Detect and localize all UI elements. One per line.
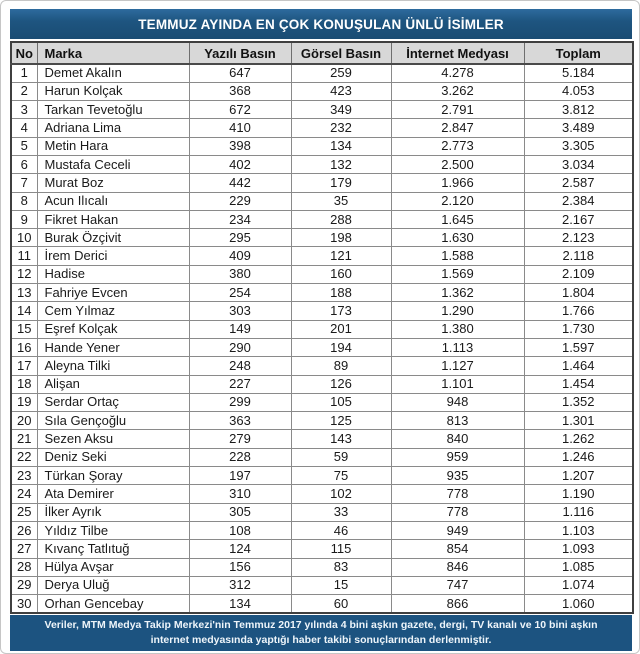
press-visual-cell: 194 xyxy=(291,338,391,356)
press-written-cell: 228 xyxy=(189,448,291,466)
press-written-cell: 672 xyxy=(189,101,291,119)
press-visual-cell: 102 xyxy=(291,485,391,503)
press-visual-cell: 60 xyxy=(291,595,391,613)
internet-media-cell: 2.847 xyxy=(391,119,524,137)
rank-cell: 4 xyxy=(11,119,37,137)
internet-media-cell: 3.262 xyxy=(391,82,524,100)
total-cell: 1.246 xyxy=(524,448,633,466)
rank-cell: 11 xyxy=(11,247,37,265)
name-cell: Cem Yılmaz xyxy=(37,302,189,320)
internet-media-cell: 1.630 xyxy=(391,229,524,247)
press-visual-cell: 179 xyxy=(291,174,391,192)
name-cell: Hande Yener xyxy=(37,338,189,356)
internet-media-cell: 778 xyxy=(391,485,524,503)
press-visual-cell: 173 xyxy=(291,302,391,320)
total-cell: 1.464 xyxy=(524,357,633,375)
source-note-band xyxy=(10,615,632,651)
rank-cell: 29 xyxy=(11,576,37,594)
col-header-gorsel-basin: Görsel Basın xyxy=(291,42,391,64)
internet-media-cell: 747 xyxy=(391,576,524,594)
press-visual-cell: 160 xyxy=(291,265,391,283)
total-cell: 4.053 xyxy=(524,82,633,100)
table-row xyxy=(11,430,633,448)
name-cell: Yıldız Tilbe xyxy=(37,521,189,539)
table-row xyxy=(11,119,633,137)
press-visual-cell: 83 xyxy=(291,558,391,576)
table-row xyxy=(11,393,633,411)
name-cell: İrem Derici xyxy=(37,247,189,265)
rank-cell: 20 xyxy=(11,412,37,430)
total-cell: 1.766 xyxy=(524,302,633,320)
total-cell: 3.034 xyxy=(524,155,633,173)
press-visual-cell: 132 xyxy=(291,155,391,173)
table-row xyxy=(11,576,633,594)
press-written-cell: 197 xyxy=(189,467,291,485)
rank-cell: 30 xyxy=(11,595,37,613)
table-row xyxy=(11,155,633,173)
internet-media-cell: 1.101 xyxy=(391,375,524,393)
press-visual-cell: 59 xyxy=(291,448,391,466)
internet-media-cell: 959 xyxy=(391,448,524,466)
name-cell: Deniz Seki xyxy=(37,448,189,466)
col-header-no: No xyxy=(11,42,37,64)
press-written-cell: 295 xyxy=(189,229,291,247)
press-written-cell: 380 xyxy=(189,265,291,283)
name-cell: Harun Kolçak xyxy=(37,82,189,100)
internet-media-cell: 2.773 xyxy=(391,137,524,155)
internet-media-cell: 1.362 xyxy=(391,284,524,302)
table-row xyxy=(11,485,633,503)
total-cell: 3.489 xyxy=(524,119,633,137)
table-row xyxy=(11,192,633,210)
press-visual-cell: 105 xyxy=(291,393,391,411)
press-written-cell: 124 xyxy=(189,540,291,558)
total-cell: 1.060 xyxy=(524,595,633,613)
name-cell: Derya Uluğ xyxy=(37,576,189,594)
table-row xyxy=(11,338,633,356)
press-written-cell: 409 xyxy=(189,247,291,265)
rank-cell: 19 xyxy=(11,393,37,411)
internet-media-cell: 2.791 xyxy=(391,101,524,119)
press-written-cell: 442 xyxy=(189,174,291,192)
table-row xyxy=(11,375,633,393)
name-cell: İlker Ayrık xyxy=(37,503,189,521)
internet-media-cell: 1.966 xyxy=(391,174,524,192)
total-cell: 5.184 xyxy=(524,64,633,82)
total-cell: 2.118 xyxy=(524,247,633,265)
header-row xyxy=(11,42,633,64)
total-cell: 1.190 xyxy=(524,485,633,503)
rank-cell: 26 xyxy=(11,521,37,539)
table-row xyxy=(11,101,633,119)
total-cell: 1.454 xyxy=(524,375,633,393)
name-cell: Hadise xyxy=(37,265,189,283)
name-cell: Mustafa Ceceli xyxy=(37,155,189,173)
col-header-marka: Marka xyxy=(37,42,189,64)
rank-cell: 6 xyxy=(11,155,37,173)
total-cell: 1.301 xyxy=(524,412,633,430)
rank-cell: 16 xyxy=(11,338,37,356)
table-row xyxy=(11,229,633,247)
celebrity-mentions-table xyxy=(10,41,634,614)
rank-cell: 5 xyxy=(11,137,37,155)
press-written-cell: 363 xyxy=(189,412,291,430)
col-header-yazili-basin: Yazılı Basın xyxy=(189,42,291,64)
table-row xyxy=(11,82,633,100)
rank-cell: 17 xyxy=(11,357,37,375)
table-row xyxy=(11,320,633,338)
press-written-cell: 134 xyxy=(189,595,291,613)
total-cell: 1.116 xyxy=(524,503,633,521)
name-cell: Hülya Avşar xyxy=(37,558,189,576)
rank-cell: 7 xyxy=(11,174,37,192)
table-row xyxy=(11,64,633,82)
table-row xyxy=(11,174,633,192)
press-visual-cell: 288 xyxy=(291,210,391,228)
col-header-toplam: Toplam xyxy=(524,42,633,64)
name-cell: Kıvanç Tatlıtuğ xyxy=(37,540,189,558)
table-row xyxy=(11,247,633,265)
press-visual-cell: 134 xyxy=(291,137,391,155)
press-visual-cell: 201 xyxy=(291,320,391,338)
internet-media-cell: 854 xyxy=(391,540,524,558)
table-row xyxy=(11,357,633,375)
press-written-cell: 227 xyxy=(189,375,291,393)
press-written-cell: 149 xyxy=(189,320,291,338)
name-cell: Alişan xyxy=(37,375,189,393)
press-visual-cell: 121 xyxy=(291,247,391,265)
rank-cell: 23 xyxy=(11,467,37,485)
table-row xyxy=(11,558,633,576)
press-visual-cell: 188 xyxy=(291,284,391,302)
internet-media-cell: 1.569 xyxy=(391,265,524,283)
table-row xyxy=(11,210,633,228)
internet-media-cell: 846 xyxy=(391,558,524,576)
total-cell: 3.812 xyxy=(524,101,633,119)
press-written-cell: 402 xyxy=(189,155,291,173)
table-row xyxy=(11,540,633,558)
press-written-cell: 156 xyxy=(189,558,291,576)
name-cell: Fikret Hakan xyxy=(37,210,189,228)
total-cell: 1.074 xyxy=(524,576,633,594)
rank-cell: 14 xyxy=(11,302,37,320)
source-note: Veriler, MTM Medya Takip Merkezi'nin Temmuz 2017 yılında 4 bini aşkın gazete, dergi, TV kanalı ve 10 bini aşkın internet medyasında yaptığı haber takibi sonuçlarından derlenmiştir. xyxy=(44,618,598,646)
name-cell: Orhan Gencebay xyxy=(37,595,189,613)
rank-cell: 15 xyxy=(11,320,37,338)
press-written-cell: 410 xyxy=(189,119,291,137)
internet-media-cell: 935 xyxy=(391,467,524,485)
page-title: TEMMUZ AYINDA EN ÇOK KONUŞULAN ÜNLÜ İSİMLER xyxy=(138,16,504,32)
table-row xyxy=(11,137,633,155)
total-cell: 1.730 xyxy=(524,320,633,338)
name-cell: Murat Boz xyxy=(37,174,189,192)
rank-cell: 25 xyxy=(11,503,37,521)
total-cell: 2.167 xyxy=(524,210,633,228)
name-cell: Aleyna Tilki xyxy=(37,357,189,375)
press-written-cell: 234 xyxy=(189,210,291,228)
total-cell: 3.305 xyxy=(524,137,633,155)
table-row xyxy=(11,595,633,613)
name-cell: Adriana Lima xyxy=(37,119,189,137)
press-written-cell: 647 xyxy=(189,64,291,82)
name-cell: Demet Akalın xyxy=(37,64,189,82)
name-cell: Tarkan Tevetoğlu xyxy=(37,101,189,119)
table-header xyxy=(11,42,633,64)
internet-media-cell: 1.588 xyxy=(391,247,524,265)
table-row xyxy=(11,521,633,539)
col-header-internet-medyasi: İnternet Medyası xyxy=(391,42,524,64)
press-visual-cell: 232 xyxy=(291,119,391,137)
press-visual-cell: 126 xyxy=(291,375,391,393)
total-cell: 1.085 xyxy=(524,558,633,576)
rank-cell: 12 xyxy=(11,265,37,283)
press-visual-cell: 198 xyxy=(291,229,391,247)
press-visual-cell: 349 xyxy=(291,101,391,119)
rank-cell: 22 xyxy=(11,448,37,466)
press-visual-cell: 259 xyxy=(291,64,391,82)
total-cell: 1.262 xyxy=(524,430,633,448)
press-written-cell: 305 xyxy=(189,503,291,521)
press-visual-cell: 35 xyxy=(291,192,391,210)
press-visual-cell: 15 xyxy=(291,576,391,594)
press-written-cell: 229 xyxy=(189,192,291,210)
table-row xyxy=(11,503,633,521)
internet-media-cell: 2.500 xyxy=(391,155,524,173)
rank-cell: 8 xyxy=(11,192,37,210)
table-row xyxy=(11,302,633,320)
rank-cell: 18 xyxy=(11,375,37,393)
title-band xyxy=(10,9,632,39)
total-cell: 2.384 xyxy=(524,192,633,210)
rank-cell: 9 xyxy=(11,210,37,228)
total-cell: 1.093 xyxy=(524,540,633,558)
table-row xyxy=(11,265,633,283)
press-visual-cell: 33 xyxy=(291,503,391,521)
name-cell: Acun Ilıcalı xyxy=(37,192,189,210)
total-cell: 1.804 xyxy=(524,284,633,302)
internet-media-cell: 1.113 xyxy=(391,338,524,356)
table-row xyxy=(11,284,633,302)
total-cell: 1.207 xyxy=(524,467,633,485)
internet-media-cell: 1.127 xyxy=(391,357,524,375)
table-row xyxy=(11,467,633,485)
press-written-cell: 312 xyxy=(189,576,291,594)
name-cell: Burak Özçivit xyxy=(37,229,189,247)
press-written-cell: 108 xyxy=(189,521,291,539)
press-written-cell: 398 xyxy=(189,137,291,155)
name-cell: Ata Demirer xyxy=(37,485,189,503)
table-row xyxy=(11,448,633,466)
rank-cell: 2 xyxy=(11,82,37,100)
press-visual-cell: 143 xyxy=(291,430,391,448)
name-cell: Metin Hara xyxy=(37,137,189,155)
internet-media-cell: 1.290 xyxy=(391,302,524,320)
press-visual-cell: 125 xyxy=(291,412,391,430)
total-cell: 1.597 xyxy=(524,338,633,356)
press-written-cell: 279 xyxy=(189,430,291,448)
rank-cell: 10 xyxy=(11,229,37,247)
press-written-cell: 299 xyxy=(189,393,291,411)
rank-cell: 3 xyxy=(11,101,37,119)
name-cell: Serdar Ortaç xyxy=(37,393,189,411)
internet-media-cell: 4.278 xyxy=(391,64,524,82)
rank-cell: 27 xyxy=(11,540,37,558)
name-cell: Sezen Aksu xyxy=(37,430,189,448)
rank-cell: 21 xyxy=(11,430,37,448)
internet-media-cell: 813 xyxy=(391,412,524,430)
rank-cell: 1 xyxy=(11,64,37,82)
table-body xyxy=(11,64,633,613)
name-cell: Fahriye Evcen xyxy=(37,284,189,302)
rank-cell: 13 xyxy=(11,284,37,302)
total-cell: 2.123 xyxy=(524,229,633,247)
press-written-cell: 368 xyxy=(189,82,291,100)
name-cell: Eşref Kolçak xyxy=(37,320,189,338)
press-visual-cell: 423 xyxy=(291,82,391,100)
total-cell: 1.352 xyxy=(524,393,633,411)
name-cell: Sıla Gençoğlu xyxy=(37,412,189,430)
total-cell: 1.103 xyxy=(524,521,633,539)
press-visual-cell: 89 xyxy=(291,357,391,375)
press-visual-cell: 46 xyxy=(291,521,391,539)
press-visual-cell: 115 xyxy=(291,540,391,558)
press-written-cell: 310 xyxy=(189,485,291,503)
internet-media-cell: 840 xyxy=(391,430,524,448)
press-written-cell: 248 xyxy=(189,357,291,375)
press-written-cell: 254 xyxy=(189,284,291,302)
internet-media-cell: 778 xyxy=(391,503,524,521)
internet-media-cell: 2.120 xyxy=(391,192,524,210)
table-row xyxy=(11,412,633,430)
name-cell: Türkan Şoray xyxy=(37,467,189,485)
total-cell: 2.109 xyxy=(524,265,633,283)
rank-cell: 28 xyxy=(11,558,37,576)
internet-media-cell: 949 xyxy=(391,521,524,539)
press-visual-cell: 75 xyxy=(291,467,391,485)
press-written-cell: 290 xyxy=(189,338,291,356)
internet-media-cell: 1.380 xyxy=(391,320,524,338)
internet-media-cell: 948 xyxy=(391,393,524,411)
internet-media-cell: 866 xyxy=(391,595,524,613)
internet-media-cell: 1.645 xyxy=(391,210,524,228)
press-written-cell: 303 xyxy=(189,302,291,320)
rank-cell: 24 xyxy=(11,485,37,503)
total-cell: 2.587 xyxy=(524,174,633,192)
